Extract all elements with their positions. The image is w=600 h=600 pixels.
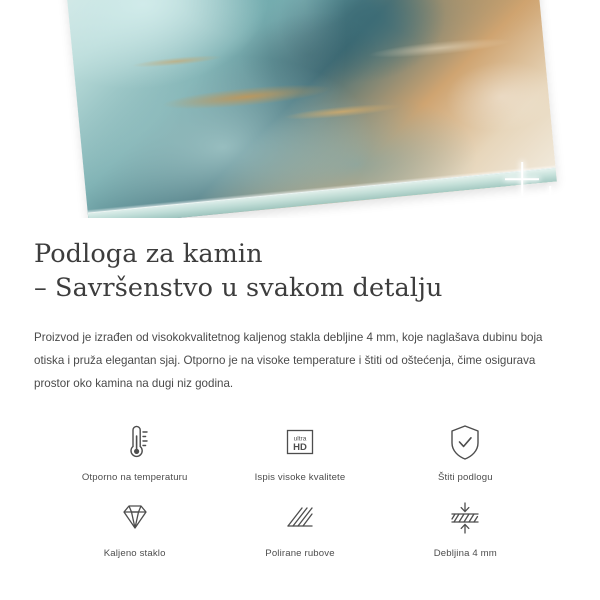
marble-glass-panel: [60, 0, 557, 218]
thermometer-icon: [117, 421, 153, 463]
feature-item-tempered-glass: [52, 497, 217, 559]
feature-label: Kaljeno staklo: [103, 548, 166, 560]
feature-label: Štiti podlogu: [437, 472, 493, 484]
feature-item-thickness: [383, 497, 548, 559]
shield-check-icon: [446, 421, 484, 463]
description-text: Proizvod je izrađen od visokokvalitetnog kaljenog stakla debljine 4 mm, koje naglašava dubinu boja otiska i pruža elegantan sjaj. Otporno je na visoke temperature i štiti od oštećenja, čime osigurava prostor oko kamina na dugi niz godina.: [34, 330, 543, 391]
page-title-line-2: – Savršenstvo u svakom detalju: [34, 272, 443, 303]
page-title: [34, 218, 566, 306]
feature-grid: [34, 421, 566, 559]
page-title-line-1: Podloga za kamin: [34, 239, 263, 269]
content-block: [0, 218, 600, 559]
svg-text:HD: HD: [293, 442, 307, 454]
polished-edges-icon: [278, 497, 322, 539]
ultra-hd-icon: [279, 421, 321, 463]
feature-item-surface-protection: [383, 421, 548, 483]
sparkle-icon: [540, 186, 560, 206]
hero-image-inner: [0, 0, 600, 218]
feature-label: Ispis visoke kvalitete: [254, 472, 346, 484]
thickness-icon: [443, 497, 487, 539]
hero-image: [0, 0, 600, 218]
feature-label: Otporno na temperaturu: [81, 472, 188, 484]
feature-item-polished-edges: [217, 497, 382, 559]
feature-label: Debljina 4 mm: [433, 548, 497, 560]
svg-text:ultra: ultra: [293, 435, 307, 443]
diamond-icon: [114, 497, 156, 539]
feature-item-print-quality: [217, 421, 382, 483]
feature-label: Polirane rubove: [265, 548, 335, 560]
feature-item-temperature: [52, 421, 217, 483]
